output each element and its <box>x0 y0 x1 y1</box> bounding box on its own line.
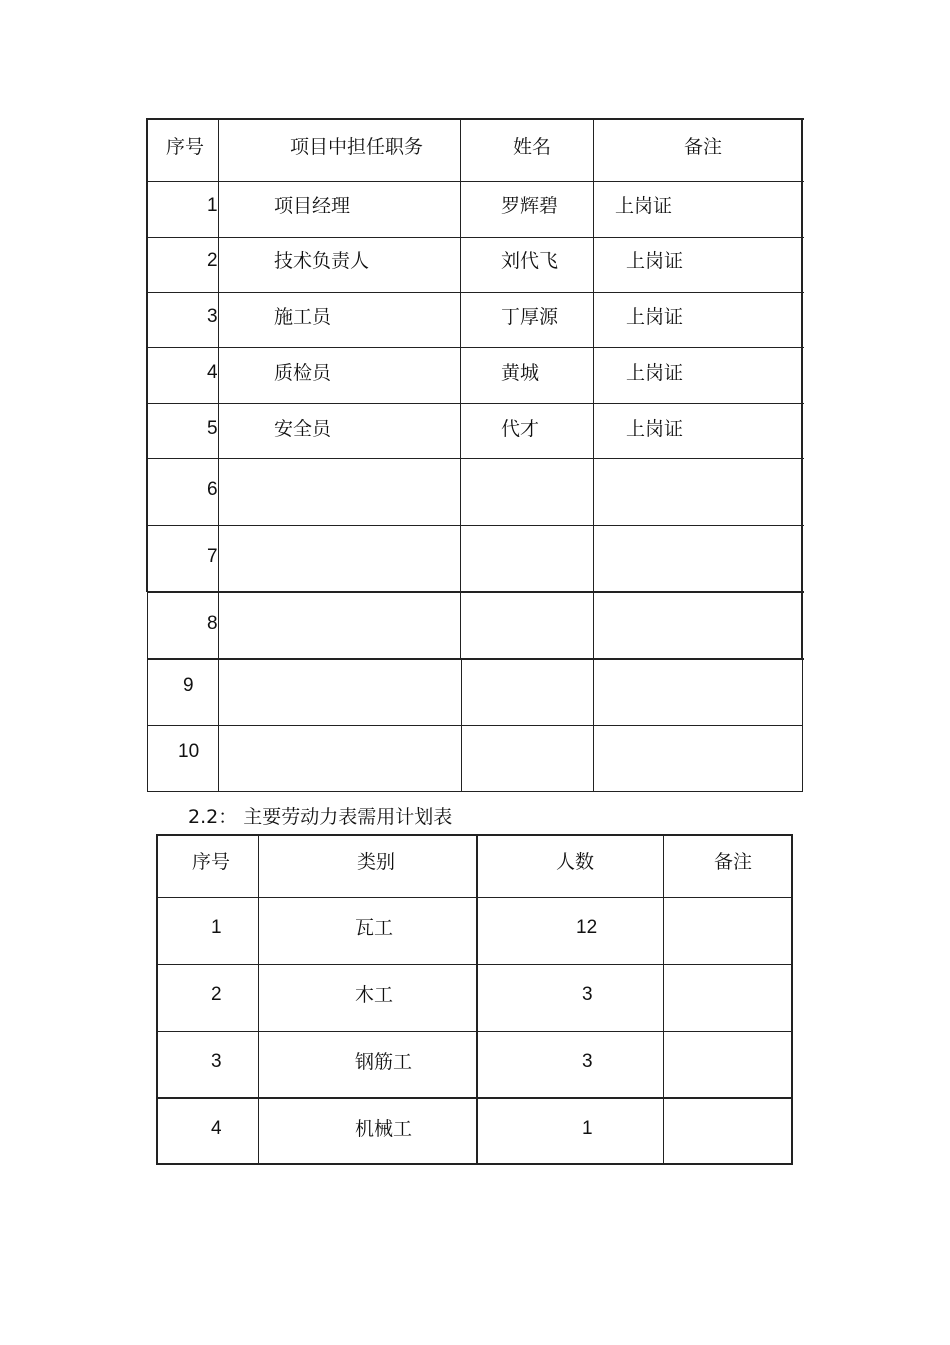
table-line <box>156 964 793 965</box>
header-cell-name: 姓名 <box>513 136 552 158</box>
count-cell: 3 <box>582 984 593 1005</box>
role-cell: 项目经理 <box>274 195 351 217</box>
type-cell: 机械工 <box>355 1118 413 1140</box>
role-cell: 质检员 <box>274 362 332 384</box>
name-cell: 丁厚源 <box>501 306 559 328</box>
row-number: 2 <box>211 984 222 1005</box>
table-line <box>258 834 259 1165</box>
row-number: 6 <box>207 479 218 500</box>
note-cell: 上岗证 <box>626 418 684 440</box>
note-cell: 上岗证 <box>626 306 684 328</box>
header-cell-count: 人数 <box>556 851 595 873</box>
row-number: 1 <box>211 917 222 938</box>
name-cell: 罗辉碧 <box>501 195 559 217</box>
name-cell: 黄城 <box>501 362 540 384</box>
count-cell: 1 <box>582 1118 593 1139</box>
type-cell: 瓦工 <box>355 917 394 939</box>
table-line <box>156 834 793 836</box>
name-cell: 代才 <box>501 418 540 440</box>
header-cell-type: 类别 <box>357 851 396 873</box>
row-number: 4 <box>211 1118 222 1139</box>
row-number: 10 <box>178 741 200 762</box>
row-number: 9 <box>183 675 194 696</box>
table-line <box>476 834 478 1165</box>
table-line <box>791 834 793 1165</box>
table-line <box>156 834 158 1165</box>
type-cell: 木工 <box>355 984 394 1006</box>
row-number: 7 <box>207 546 218 567</box>
table-line <box>156 1031 793 1032</box>
section-caption: 2.2： 主要劳动力表需用计划表 <box>188 806 453 828</box>
row-number: 1 <box>207 195 218 216</box>
row-number: 3 <box>211 1051 222 1072</box>
role-cell: 施工员 <box>274 306 332 328</box>
role-cell: 技术负责人 <box>274 250 370 272</box>
header-cell-role: 项目中担任职务 <box>290 136 424 158</box>
note-cell: 上岗证 <box>615 195 673 217</box>
table-line <box>156 897 793 898</box>
note-cell: 上岗证 <box>626 362 684 384</box>
row-number: 4 <box>207 362 218 383</box>
row-number: 5 <box>207 418 218 439</box>
table-line <box>663 834 664 1165</box>
row-number: 2 <box>207 250 218 271</box>
name-cell: 刘代飞 <box>501 250 559 272</box>
header-cell-no: 序号 <box>192 851 231 873</box>
role-cell: 安全员 <box>274 418 332 440</box>
type-cell: 钢筋工 <box>355 1051 413 1073</box>
note-cell: 上岗证 <box>626 250 684 272</box>
header-cell-no: 序号 <box>166 136 205 158</box>
table-line <box>156 1163 793 1165</box>
table-line <box>156 1097 793 1099</box>
count-cell: 12 <box>576 917 598 938</box>
header-cell-note: 备注 <box>714 851 753 873</box>
row-number: 8 <box>207 613 218 634</box>
row-number: 3 <box>207 306 218 327</box>
count-cell: 3 <box>582 1051 593 1072</box>
header-cell-note: 备注 <box>684 136 723 158</box>
